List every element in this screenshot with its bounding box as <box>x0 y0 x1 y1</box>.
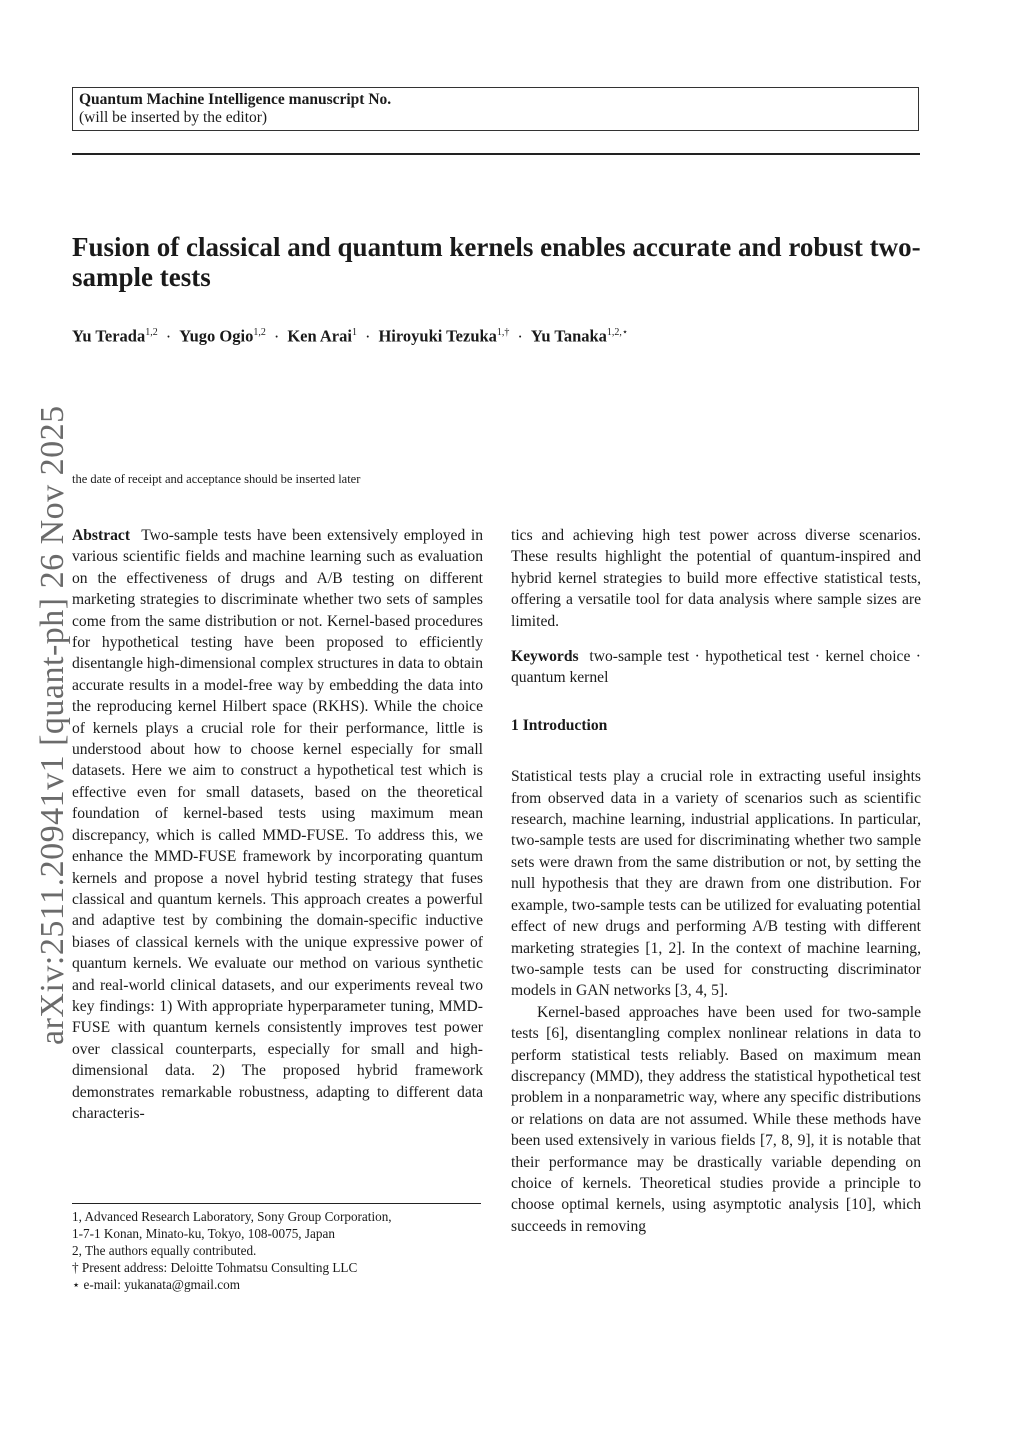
author-affiliation: 1,† <box>496 327 510 338</box>
keywords-label: Keywords <box>511 648 579 666</box>
author-separator: · <box>165 326 172 346</box>
footnote-line: † Present address: Deloitte Tohmatsu Consulting LLC <box>72 1260 358 1275</box>
footnote-line: 2, The authors equally contributed. <box>72 1243 257 1258</box>
keywords <box>511 646 921 689</box>
author-name: Yugo Ogio <box>179 326 254 346</box>
section-heading-introduction: 1 Introduction <box>511 716 608 734</box>
journal-header-box <box>72 87 919 131</box>
author-name: Hiroyuki Tezuka <box>378 326 497 346</box>
paper-title: Fusion of classical and quantum kernels enables accurate and robust two-sample tests <box>72 232 921 292</box>
footnote-line: ⋆ e-mail: yukanata@gmail.com <box>72 1277 240 1292</box>
left-column <box>72 525 483 1124</box>
author-name: Ken Arai <box>287 326 352 346</box>
keywords-text: two-sample test · hypothetical test · kernel choice · quantum kernel <box>511 648 921 687</box>
header-rule <box>72 153 920 155</box>
author-affiliation: 1 <box>351 327 357 338</box>
dates-note: the date of receipt and acceptance should be inserted later <box>72 472 361 486</box>
abstract-continuation: tics and achieving high test power across diverse scenarios. These results highlight the potential of quantum-inspired and hybrid kernel strategies to build more effective statistical tests, offering a versatile tool for data analysis where sample sizes are limited. <box>511 527 921 630</box>
abstract-text-left: Two-sample tests have been extensively employed in various scientific fields and machine learning such as evaluation on the effectiveness of drugs and A/B testing on different marketing strategies to discriminate whether two sets of samples come from the same distribution or not. Kernel-based procedures for hypothetical testing have been proposed to efficiently disentangle high-dimensional complex structures in data to obtain accurate results in a model-free way by embedding the data into the reproducing kernel Hilbert space (RKHS). While the choice of kernels plays a crucial role for their performance, little is understood about how to choose kernel especially for small datasets. Here we aim to construct a hypothetical test which is effective even for small datasets, based on the theoretical foundation of kernel-based tests using maximum mean discrepancy, which is called MMD-FUSE. To address this, we enhance the MMD-FUSE framework by incorporating quantum kernels and propose a novel hybrid testing strategy that fuses classical and quantum kernels. This approach creates a powerful and adaptive test by combining the domain-specific inductive biases of classical kernels with the unique expressive power of quantum kernels. We evaluate our method on various synthetic and real-world clinical datasets, and our experiments reveal two key findings: 1) With appropriate hyperparameter tuning, MMD-FUSE with quantum kernels consistently improves test power over classical counterparts, especially for small and high-dimensional data. 2) The proposed hybrid framework demonstrates remarkable robustness, adapting to different data characteris- <box>72 527 483 1122</box>
author-affiliation: 1,2 <box>253 327 266 338</box>
footnote-line: 1-7-1 Konan, Minato-ku, Tokyo, 108-0075, Japan <box>72 1226 335 1241</box>
abstract-label: Abstract <box>72 527 131 544</box>
intro-paragraph-2: Kernel-based approaches have been used for two-sample tests [6], disentangling complex nonlinear relations in data to perform statistical tests reliably. Based on maximum mean discrepancy (MMD), they address the statistical hypothetical test problem in a nonparametric way, where any specific distributions or relations on data are not assumed. While these methods have been used extensively in various fields [7, 8, 9], it is notable that their performance may be drastically variable depending on choice of kernels. Theoretical studies provide a principle to choose optimal kernels, using asymptotic analysis [10], which succeeds in removing <box>511 1003 921 1235</box>
author-separator: · <box>517 326 523 346</box>
author-separator: · <box>273 326 280 346</box>
author-affiliation: 1,2 <box>145 327 158 338</box>
footnote-rule <box>72 1203 481 1204</box>
author-name: Yu Tanaka <box>530 326 607 346</box>
author-affiliation: 1,2,⋆ <box>606 327 629 338</box>
journal-title: Quantum Machine Intelligence manuscript No. <box>79 91 392 108</box>
journal-note: (will be inserted by the editor) <box>79 109 268 126</box>
intro-paragraph-1: Statistical tests play a crucial role in extracting useful insights from observed data in a variety of scenarios such as scientific research, machine learning, industrial applications. In particular, two-sample tests are used for discriminating whether two sample sets were drawn from the same distribution or not, by setting the null hypothesis that they are drawn from one distribution. For example, two-sample tests can be utilized for evaluating potential effect of new drugs and performing A/B testing with different marketing strategies [1, 2]. In the context of machine learning, two-sample tests can be used for constructing discriminator models in GAN networks [3, 4, 5]. <box>511 768 921 1000</box>
right-column <box>511 525 921 1237</box>
author-list <box>72 322 692 348</box>
author-name: Yu Terada <box>72 326 146 346</box>
footnotes <box>72 1208 487 1293</box>
author-separator: · <box>364 326 371 346</box>
arxiv-stamp: arXiv:2511.20941v1 [quant-ph] 26 Nov 2025 <box>34 405 71 1045</box>
footnote-line: 1, Advanced Research Laboratory, Sony Group Corporation, <box>72 1209 392 1224</box>
abstract-paragraph <box>72 525 483 1124</box>
